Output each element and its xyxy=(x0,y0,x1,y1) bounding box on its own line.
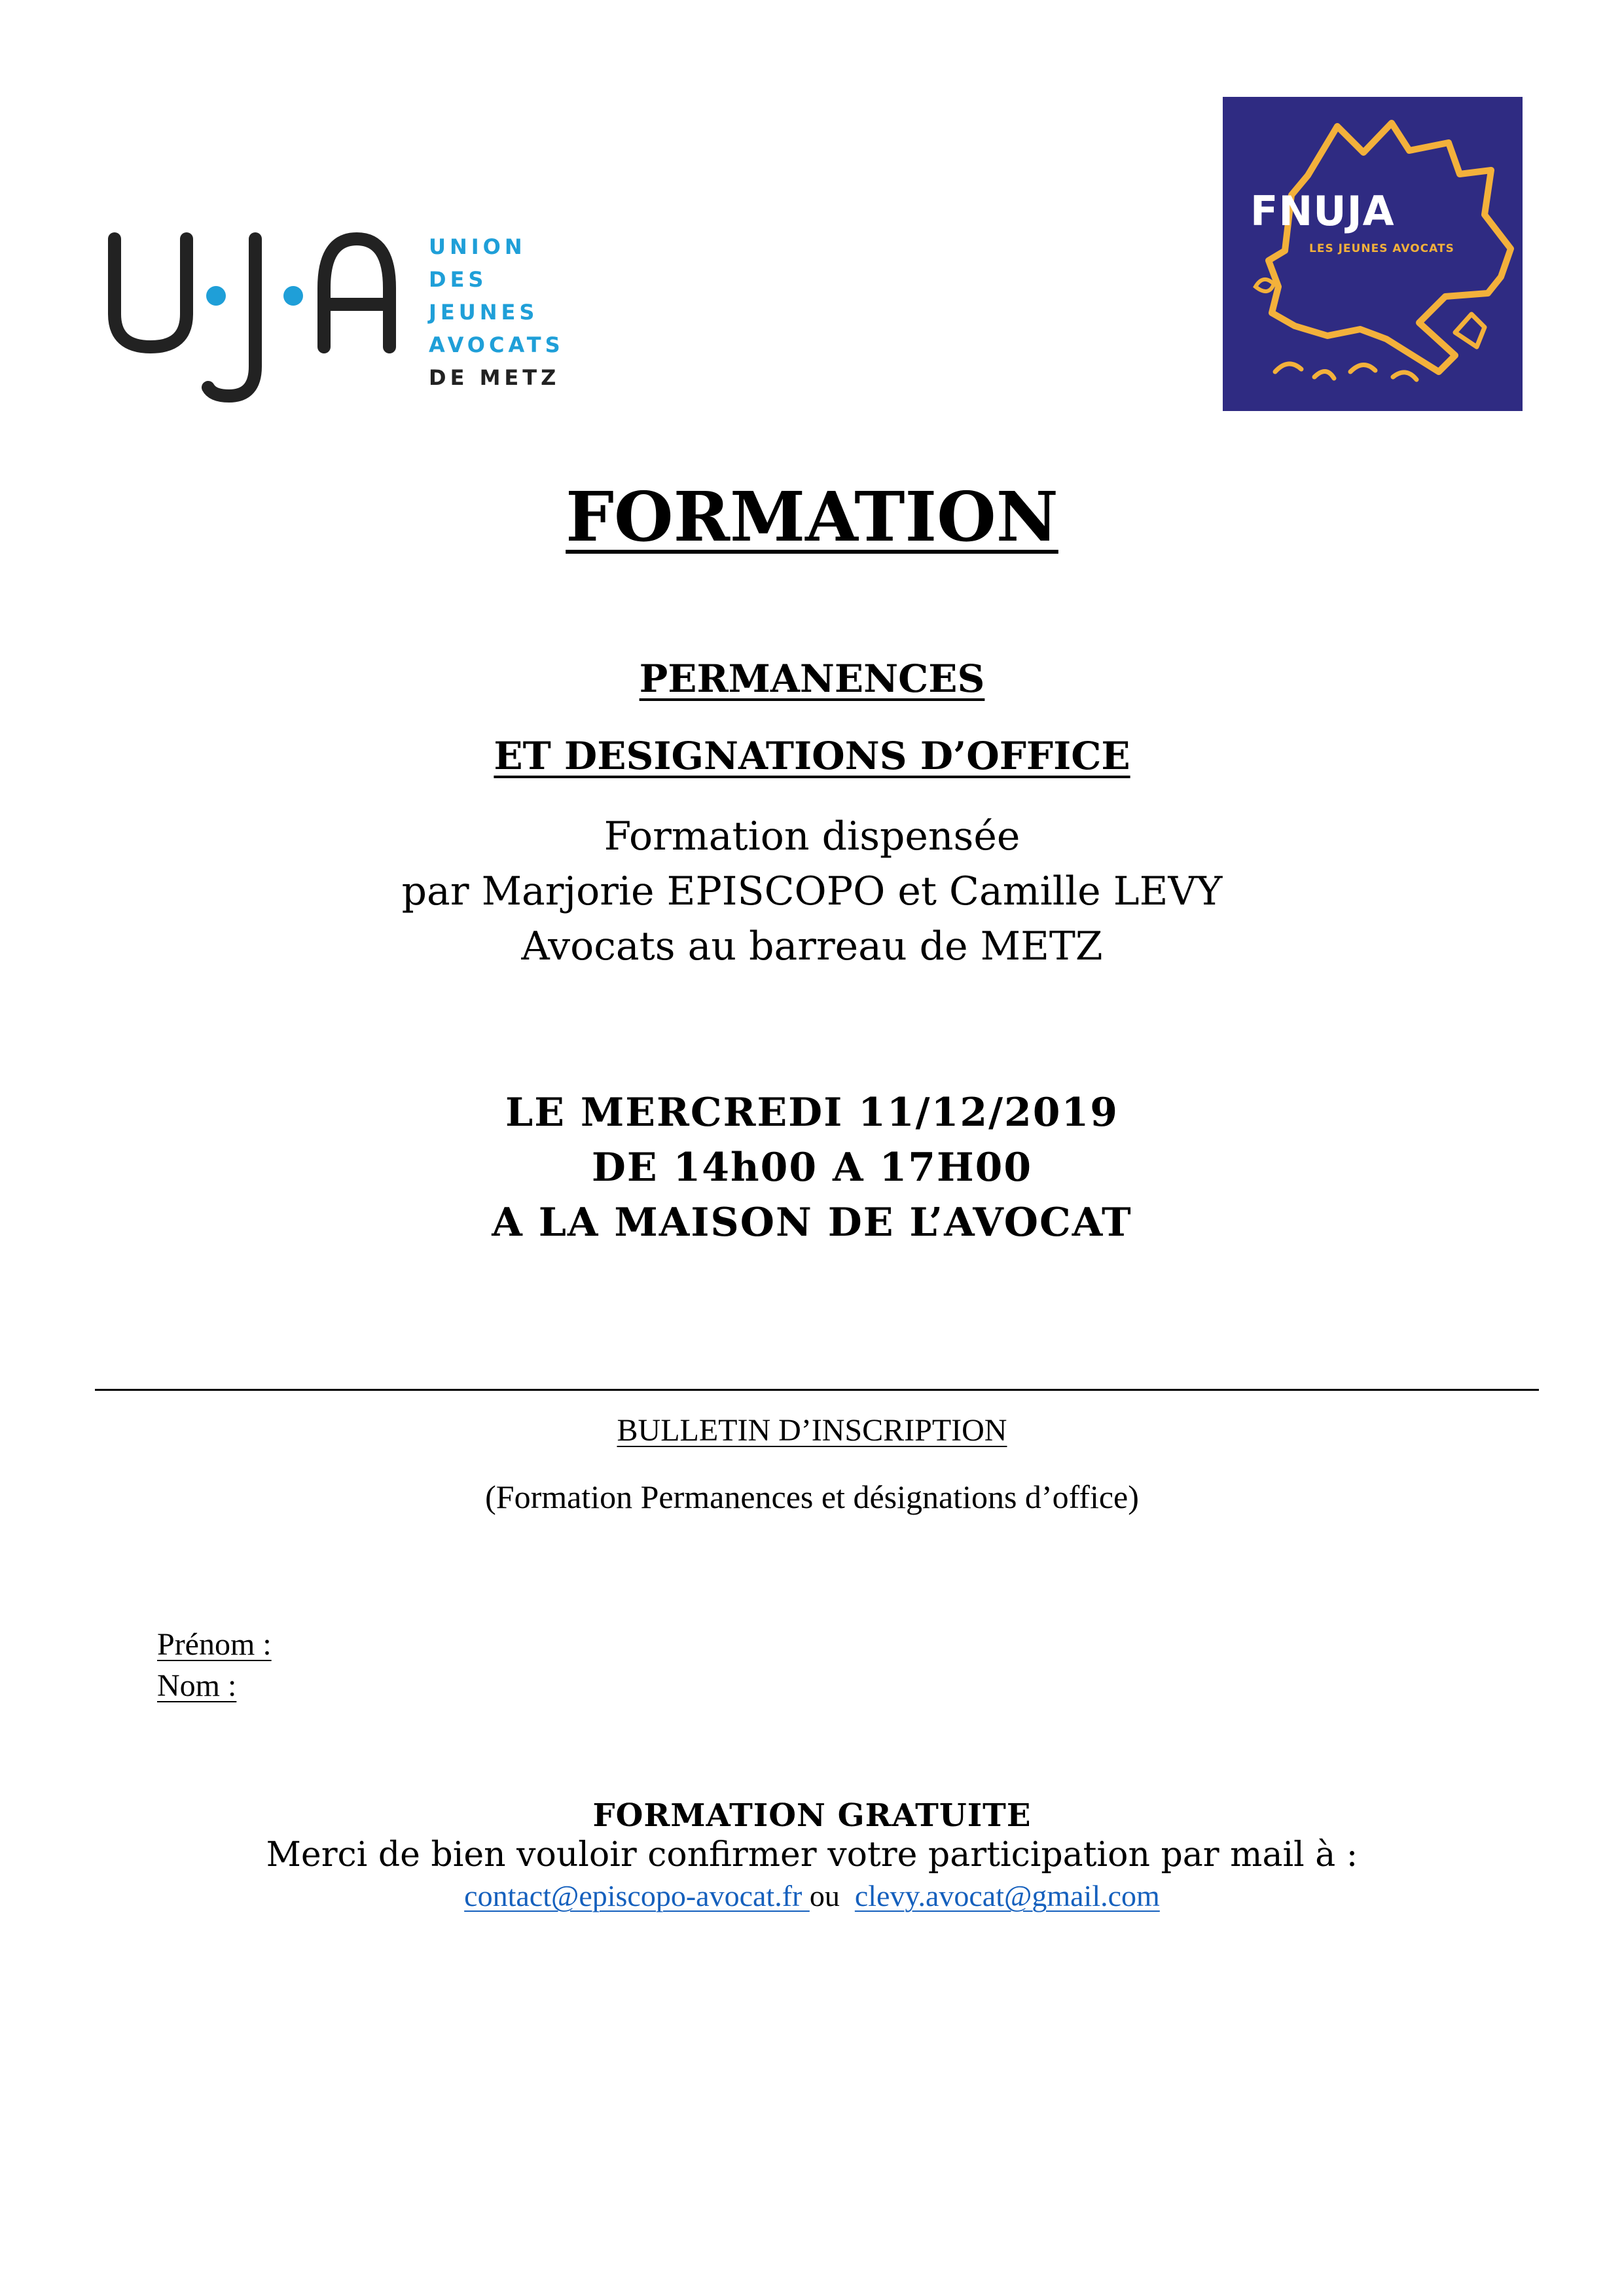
trainer-line-2: par Marjorie EPISCOPO et Camille LEVY xyxy=(401,869,1223,914)
first-name-label: Prénom : xyxy=(157,1627,272,1662)
page-title xyxy=(0,476,1624,557)
section-divider xyxy=(95,1389,1539,1391)
uja-monogram-icon xyxy=(98,216,425,412)
fnuja-logo xyxy=(1223,97,1523,411)
trainer-block xyxy=(0,809,1624,974)
trainer-line-3: Avocats au barreau de METZ xyxy=(521,924,1103,969)
uja-line-2: DES JEUNES xyxy=(429,267,539,325)
email-contacts xyxy=(0,1878,1624,1913)
registration-heading-text: BULLETIN D’INSCRIPTION xyxy=(617,1413,1007,1448)
uja-wordmark xyxy=(429,230,596,394)
registration-subheading: (Formation Permanences et désignations d’office) xyxy=(485,1479,1139,1515)
subtitle-line-2-text: ET DESIGNATIONS D’OFFICE xyxy=(494,734,1130,778)
subtitle-line-2 xyxy=(0,734,1624,778)
event-time: DE 14h00 A 17H00 xyxy=(591,1145,1033,1191)
fnuja-name: FNUJA xyxy=(1250,187,1395,235)
subtitle-line-1 xyxy=(0,656,1624,701)
uja-line-3: AVOCATS xyxy=(429,332,564,357)
uja-line-1: UNION xyxy=(429,234,526,259)
uja-line-4: DE METZ xyxy=(429,365,560,390)
event-place: A LA MAISON DE L’AVOCAT xyxy=(492,1200,1132,1246)
trainer-line-1: Formation dispensée xyxy=(604,814,1020,859)
event-details xyxy=(0,1085,1624,1250)
page-title-text: FORMATION xyxy=(566,476,1058,557)
email-separator: ou xyxy=(809,1879,840,1912)
free-training-label: FORMATION GRATUITE xyxy=(592,1797,1032,1834)
email-link-episcopo[interactable]: contact@episcopo-avocat.fr xyxy=(464,1879,810,1912)
last-name-label: Nom : xyxy=(157,1668,237,1703)
fnuja-subtitle: LES JEUNES AVOCATS xyxy=(1309,242,1454,255)
confirm-instructions: Merci de bien vouloir confirmer votre participation par mail à : xyxy=(266,1835,1358,1874)
registration-heading xyxy=(0,1412,1624,1448)
event-date: LE MERCREDI 11/12/2019 xyxy=(505,1090,1119,1136)
email-link-levy[interactable]: clevy.avocat@gmail.com xyxy=(854,1879,1160,1912)
subtitle-line-1-text: PERMANENCES xyxy=(639,656,985,701)
uja-logo xyxy=(98,216,596,412)
